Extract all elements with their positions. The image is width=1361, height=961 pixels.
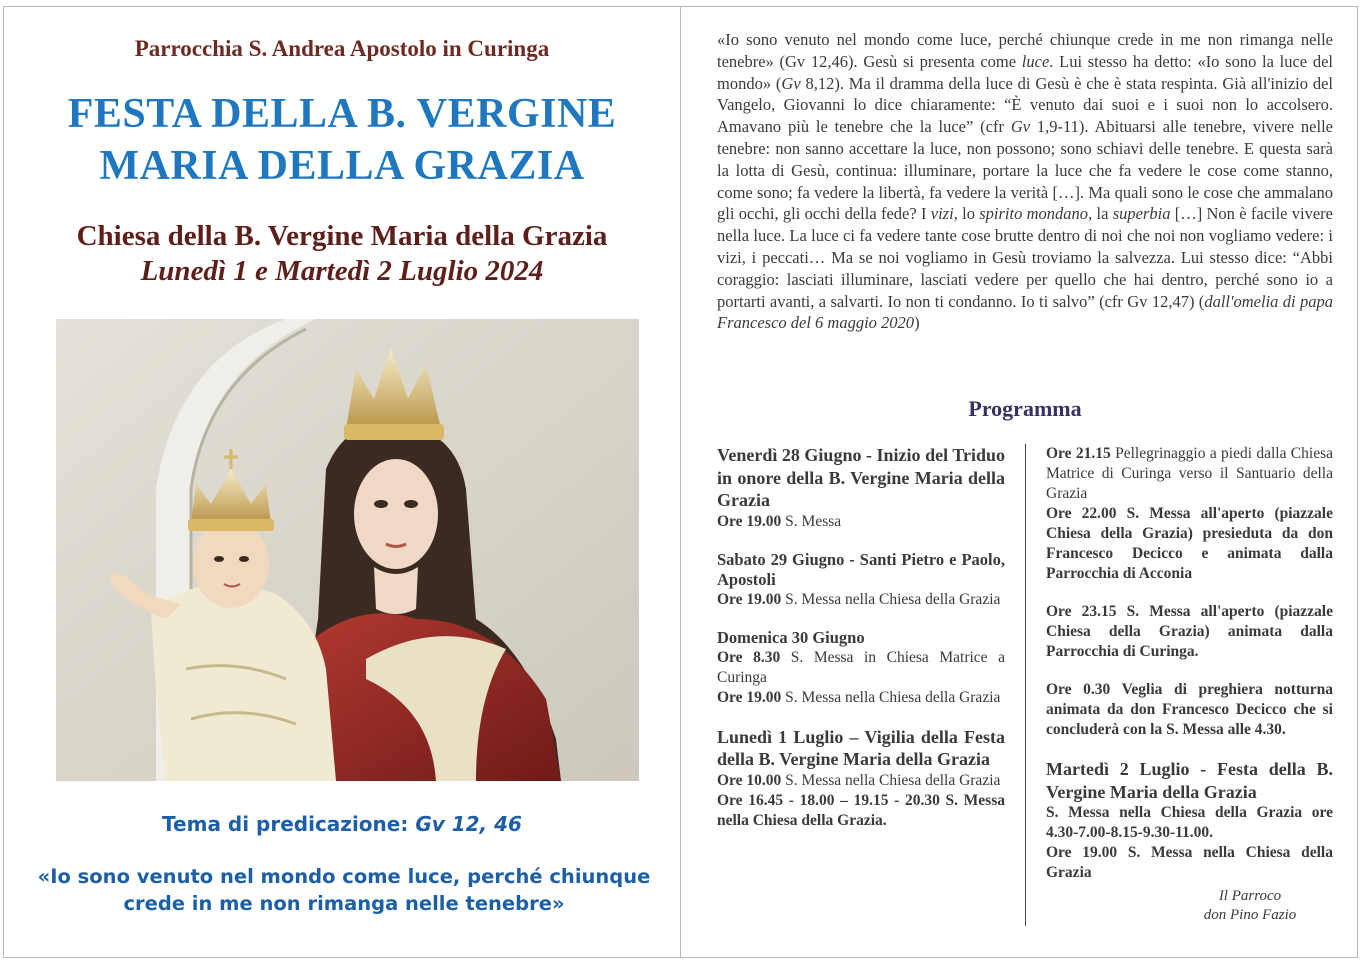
day-heading: Lunedì 1 Luglio – Vigilia della Festa della B. Vergine Maria della Grazia (717, 726, 1005, 769)
schedule-line-bold: Ore 23.15 S. Messa all'aperto (piazzale Chiesa della Grazia) animata dalla Parrocchia di Curinga. (1046, 603, 1333, 660)
program-left-column (717, 444, 1005, 849)
day-heading: Martedì 2 Luglio - Festa della B. Vergine Maria della Grazia (1046, 759, 1333, 802)
schedule-line-bold: Ore 16.45 - 18.00 – 19.15 - 20.30 S. Messa nella Chiesa della Grazia. (717, 791, 1005, 829)
theme-reference: Gv 12, 46 (415, 812, 522, 836)
schedule-line: Ore 21.15 Pellegrinaggio a piedi dalla Chiesa Matrice di Curinga verso il Santuario della Grazia (1046, 445, 1333, 502)
homily-text: 8,12). Ma il dramma della luce di Gesù è che è stata respinta. Già all'inizio del Vangelo, Giovanni lo dice chiaramente: “È venuto dai suoi e i suoi non lo accolsero. Amavano più le tenebre che la luce” (cfr (717, 73, 1333, 137)
schedule-line: Ore 10.00 S. Messa nella Chiesa della Grazia (717, 771, 1001, 789)
schedule-line-bold: Ore 22.00 S. Messa all'aperto (piazzale Chiesa della Grazia) presieduta da don Francesco Decicco e animata dalla Parrocchia di Acconia (1046, 505, 1333, 582)
pastor-signature (1170, 887, 1330, 925)
program-title: Programma (968, 396, 1082, 421)
schedule-line-bold: Ore 19.00 S. Messa nella Chiesa della Grazia (1046, 844, 1333, 881)
program-day-block (1046, 444, 1333, 584)
day-heading: Sabato 29 Giugno - Santi Pietro e Paolo, Apostoli (717, 549, 1005, 589)
program-day-block (1046, 602, 1333, 662)
homily-italic: spirito mondano (979, 204, 1089, 224)
feast-title (4, 88, 680, 192)
homily-text: ) (914, 313, 920, 333)
program-column-divider (1025, 444, 1026, 926)
program-right-column (1046, 444, 1333, 901)
schedule-line-bold: Ore 0.30 Veglia di preghiera notturna animata da don Francesco Decicco che si concluderà con la S. Messa alle 4.30. (1046, 681, 1333, 738)
schedule-line-bold: S. Messa nella Chiesa della Grazia ore 4.30-7.00-8.15-9.30-11.00. (1046, 804, 1333, 841)
homily-italic: luce (1021, 51, 1050, 71)
homily-text: . Lui stesso ha detto: «Io sono la luce del mondo» ( (717, 51, 1333, 93)
program-day-block (1046, 758, 1333, 883)
preaching-theme (4, 812, 680, 836)
homily-text: «Io sono venuto nel mondo come luce, perché chiunque crede in me non rimanga nelle tenebre» (Gv 12,46). Gesù si presenta come (717, 30, 1333, 71)
homily-text: […] Non è facile vivere nella luce. La luce ci fa vedere tante cose brutte dentro di noi che noi non vogliamo vedere: i vizi, i peccati… Ma se noi vogliamo in Gesù troviamo la salvezza. Lui stesso dice: “Abbi coraggio: lasciati illuminare, lasciati vedere per quello che hai dentro, perché sono io a portarti avanti, a salvarti. Io non ti condanno. Io ti salvo” (cfr Gv 12,47) ( (717, 204, 1333, 311)
program-day-block (717, 444, 1005, 532)
program-day-block (717, 726, 1005, 831)
homily-text: 1,9-11). Abituarsi alle tenebre, vivere nelle tenebre: non sanno accettare la luce, non possono; sono schiavi delle tenebre. E questa sarà la lotta di Gesù, continua: illuminare, portare la luce che fa vedere le cose come stanno, come sono; fa vedere la libertà, fa vedere la verità […]. Ma quali sono le cose che ammalano gli occhi, gli occhi della fede? I (717, 117, 1333, 224)
homily-italic: dall'omelia di papa Francesco del 6 maggio 2020 (717, 291, 1333, 333)
homily-italic: Gv (781, 73, 801, 93)
program-day-block (717, 628, 1005, 708)
center-fold-line (680, 6, 681, 958)
madonna-statue-photo (56, 319, 639, 781)
signature-name: don Pino Fazio (1203, 907, 1297, 923)
homily-italic: vizi (930, 204, 954, 224)
schedule-line: Ore 19.00 S. Messa nella Chiesa della Grazia (717, 688, 1001, 706)
homily-text: , lo (953, 204, 980, 224)
theme-label: Tema di predicazione: (162, 812, 409, 836)
parish-name: Parrocchia S. Andrea Apostolo in Curinga (134, 36, 550, 61)
schedule-line: Ore 19.00 S. Messa (717, 512, 842, 530)
schedule-line: Ore 19.00 S. Messa nella Chiesa della Grazia (717, 590, 1001, 608)
gospel-quote: «Io sono venuto nel mondo come luce, perché chiunque crede in me non rimanga nelle tenebre» (37, 865, 651, 915)
homily-italic: Gv (1010, 117, 1031, 137)
statue-illustration (56, 319, 639, 781)
day-heading: Venerdì 28 Giugno - Inizio del Triduo in onore della B. Vergine Maria della Grazia (717, 445, 1005, 510)
feast-dates: Lunedì 1 e Martedì 2 Luglio 2024 (140, 255, 544, 287)
day-heading: Domenica 30 Giugno (717, 627, 865, 647)
homily-italic: superbia (1112, 204, 1171, 224)
signature-title: Il Parroco (1218, 888, 1282, 904)
program-day-block (1046, 680, 1333, 740)
feast-title-line2: MARIA DELLA GRAZIA (99, 143, 585, 189)
cover-panel (4, 6, 680, 958)
church-name: Chiesa della B. Vergine Maria della Grazia (76, 220, 608, 252)
homily-text: , la (1088, 204, 1113, 224)
feast-title-line1: FESTA DELLA B. VERGINE (67, 91, 617, 137)
homily-excerpt (717, 29, 1333, 334)
program-day-block (717, 550, 1005, 610)
schedule-line: Ore 8.30 S. Messa in Chiesa Matrice a Curinga (717, 648, 1005, 686)
